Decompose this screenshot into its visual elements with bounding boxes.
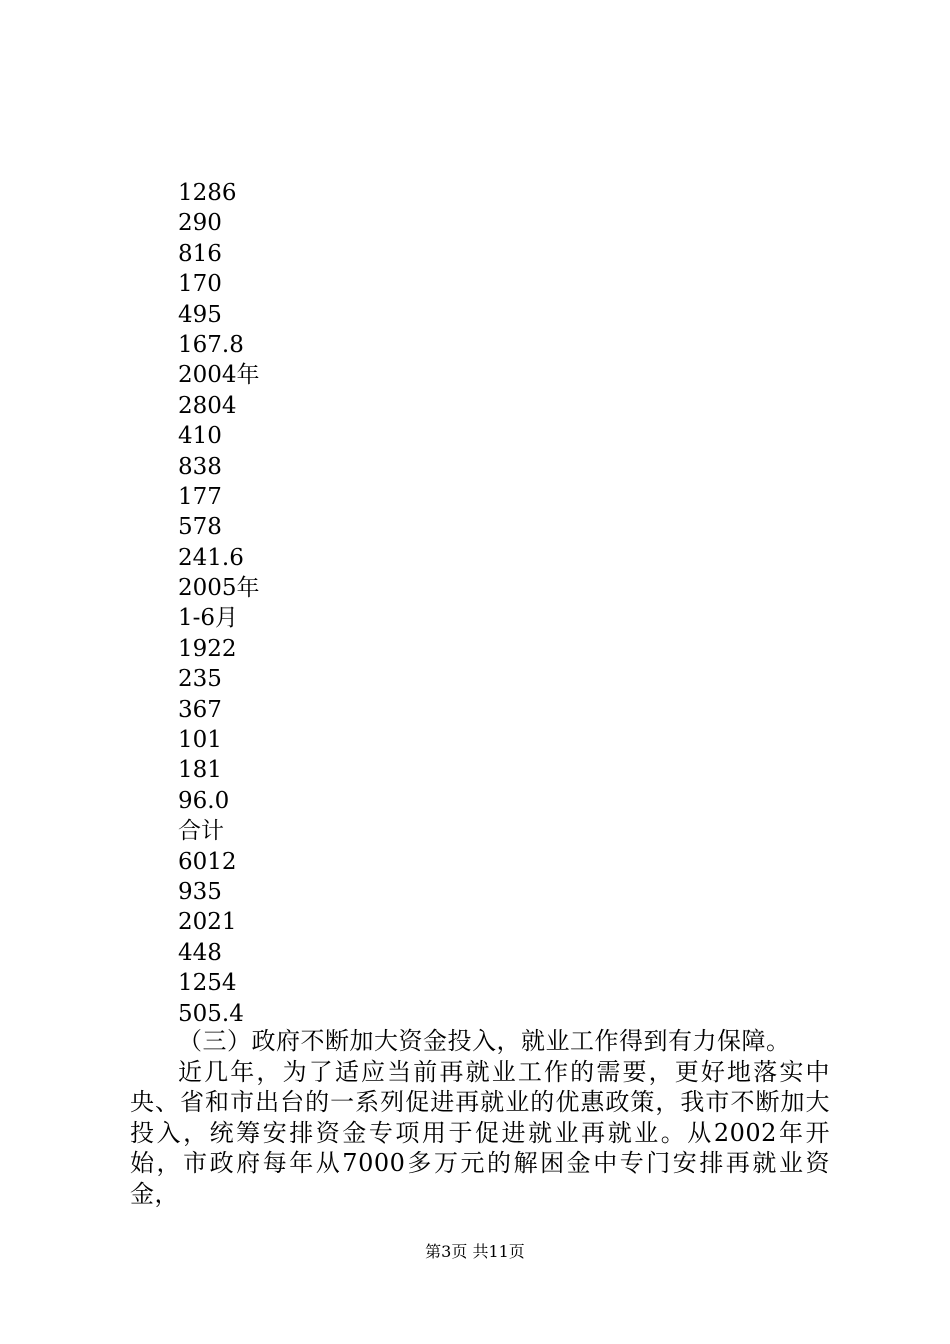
- value-line: 1-6月: [178, 605, 239, 632]
- body-paragraph: 近几年，为了适应当前再就业工作的需要，更好地落实中央、省和市出台的一系列促进再就业的优惠政策，我市不断加大投入，统筹安排资金专项用于促进就业再就业。从2002年开始，市政府每年从7000多万元的解困金中专门安排再就业资金，: [130, 1057, 830, 1208]
- value-line: 410: [178, 423, 222, 450]
- value-line: 290: [178, 210, 222, 237]
- value-line: 578: [178, 514, 222, 541]
- value-line: 1922: [178, 635, 237, 662]
- value-line: 838: [178, 453, 222, 480]
- section-heading: （三）政府不断加大资金投入，就业工作得到有力保障。: [178, 1027, 791, 1055]
- body-text: [130, 1026, 830, 1209]
- table-values-column: [178, 178, 260, 1029]
- value-line: 合计: [178, 818, 224, 845]
- value-line: 2804: [178, 392, 237, 419]
- value-line: 177: [178, 483, 222, 510]
- value-line: 448: [178, 939, 222, 966]
- value-line: 241.6: [178, 544, 244, 571]
- value-line: 2021: [178, 909, 237, 936]
- value-line: 1254: [178, 970, 237, 997]
- value-line: 505.4: [178, 1000, 244, 1027]
- value-line: 170: [178, 271, 222, 298]
- value-line: 816: [178, 240, 222, 267]
- value-line: 935: [178, 878, 222, 905]
- value-line: 96.0: [178, 787, 230, 814]
- value-line: 1286: [178, 180, 237, 206]
- value-line: 235: [178, 666, 222, 693]
- value-line: 495: [178, 301, 222, 328]
- value-line: 2005年: [178, 575, 260, 602]
- value-line: 367: [178, 696, 222, 723]
- value-line: 101: [178, 727, 222, 754]
- value-line: 181: [178, 757, 222, 784]
- value-line: 2004年: [178, 362, 260, 389]
- value-line: 6012: [178, 848, 237, 875]
- value-line: 167.8: [178, 331, 244, 358]
- page-footer: 第3页 共11页: [425, 1242, 525, 1261]
